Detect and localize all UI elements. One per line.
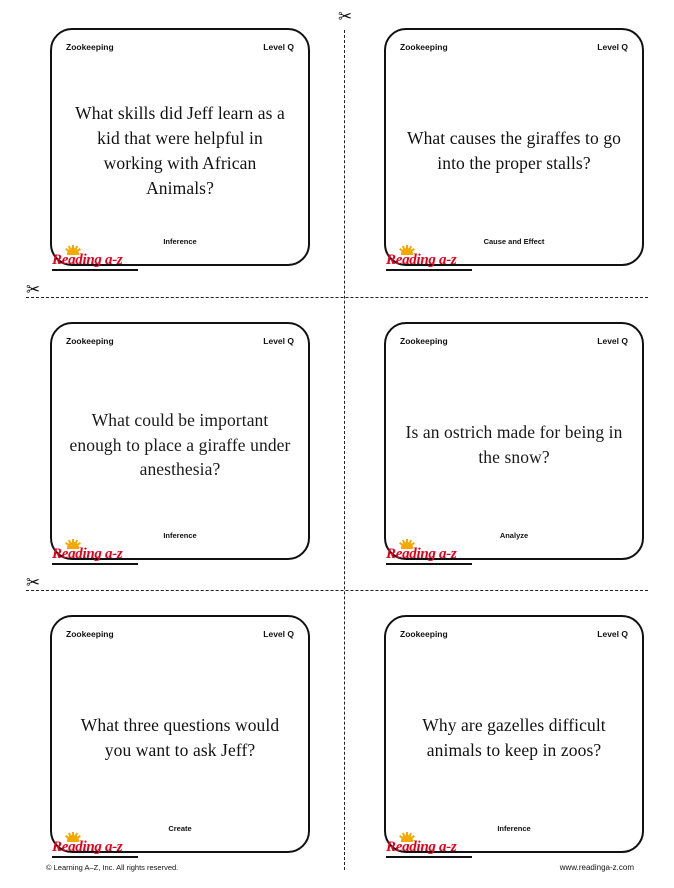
logo-underline xyxy=(52,856,138,858)
horizontal-cut-line-2 xyxy=(26,590,648,591)
card-question: What three questions would you want to ask Jeff? xyxy=(80,715,280,760)
question-card xyxy=(384,322,644,560)
question-card xyxy=(384,28,644,266)
card-question: What causes the giraffes to go into the proper stalls? xyxy=(406,128,622,173)
card-question: Is an ostrich made for being in the snow? xyxy=(405,422,623,467)
card-title: Zookeeping xyxy=(66,629,114,639)
card-header xyxy=(66,336,294,346)
logo-underline xyxy=(52,269,138,271)
question-card xyxy=(50,322,310,560)
card-question: Why are gazelles difficult animals to keep in zoos? xyxy=(422,715,606,760)
logo-wordmark: Reading a-z xyxy=(386,252,457,268)
card-level: Level Q xyxy=(263,42,294,52)
card-header xyxy=(66,42,294,52)
question-card xyxy=(50,615,310,853)
vertical-cut-line xyxy=(344,30,345,870)
card-header xyxy=(66,629,294,639)
reading-az-logo xyxy=(378,242,482,276)
card-level: Level Q xyxy=(597,629,628,639)
card-header xyxy=(400,629,628,639)
scissors-icon: ✂ xyxy=(26,573,41,592)
reading-az-logo xyxy=(44,242,148,276)
card-title: Zookeeping xyxy=(66,42,114,52)
logo-underline xyxy=(52,563,138,565)
question-card xyxy=(50,28,310,266)
card-title: Zookeeping xyxy=(66,336,114,346)
logo-wordmark: Reading a-z xyxy=(52,546,123,562)
logo-wordmark: Reading a-z xyxy=(386,839,457,855)
card-level: Level Q xyxy=(263,336,294,346)
card-title: Zookeeping xyxy=(400,629,448,639)
logo-wordmark: Reading a-z xyxy=(52,839,123,855)
horizontal-cut-line-1 xyxy=(26,297,648,298)
scissors-icon: ✂ xyxy=(26,280,41,299)
card-level: Level Q xyxy=(597,42,628,52)
card-title: Zookeeping xyxy=(400,336,448,346)
card-level: Level Q xyxy=(263,629,294,639)
logo-underline xyxy=(386,563,472,565)
website-url: www.readinga-z.com xyxy=(559,863,634,872)
card-title: Zookeeping xyxy=(400,42,448,52)
logo-underline xyxy=(386,856,472,858)
card-skill-label: Analyze xyxy=(499,531,529,540)
reading-az-logo xyxy=(378,536,482,570)
card-header xyxy=(400,336,628,346)
reading-az-logo xyxy=(44,829,148,863)
card-question: What could be important enough to place a giraffe under anesthesia? xyxy=(69,409,291,480)
card-skill-label: Inference xyxy=(163,237,197,246)
question-card xyxy=(384,615,644,853)
card-skill-label: Inference xyxy=(497,824,531,833)
card-level: Level Q xyxy=(597,336,628,346)
logo-wordmark: Reading a-z xyxy=(52,252,123,268)
card-question: What skills did Jeff learn as a kid that were helpful in working with African Animals? xyxy=(75,103,285,198)
reading-az-logo xyxy=(378,829,482,863)
copyright-text: © Learning A–Z, Inc. All rights reserved. xyxy=(46,863,179,872)
logo-wordmark: Reading a-z xyxy=(386,546,457,562)
card-skill-label: Cause and Effect xyxy=(483,237,545,246)
card-skill-label: Inference xyxy=(163,531,197,540)
reading-az-logo xyxy=(44,536,148,570)
card-header xyxy=(400,42,628,52)
card-skill-label: Create xyxy=(168,824,192,833)
scissors-icon: ✂ xyxy=(338,7,353,26)
logo-underline xyxy=(386,269,472,271)
